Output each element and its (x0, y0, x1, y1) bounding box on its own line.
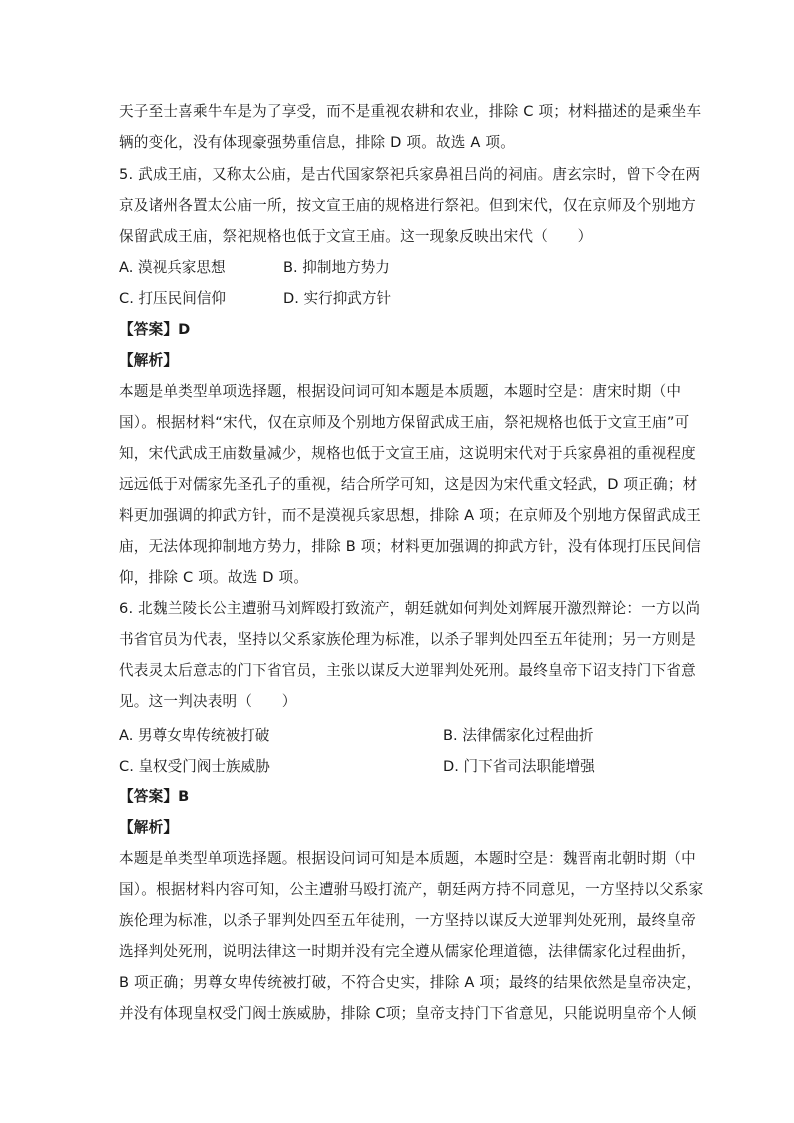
question-6-option-d: D. 门下省司法职能增强 (443, 758, 595, 775)
question-6-analysis: 国）。根据材料内容可知，公主遭驸马殴打流产，朝廷两方持不同意见，一方坚持以父系家 (119, 881, 704, 898)
question-6-option-c: C. 皇权受门阀士族威胁 (119, 758, 270, 775)
question-6-stem: 6. 北魏兰陵长公主遭驸马刘辉殴打致流产，朝廷就如何判处刘辉展开激烈辩论：一方以尚 (119, 600, 701, 617)
question-6-analysis-heading: 【解析】 (119, 819, 179, 836)
question-5-answer: 【答案】D (119, 321, 191, 338)
question-5-analysis: 庙，无法体现抑制地方势力，排除 B 项；材料更加强调的抑武方针，没有体现打压民间信 (119, 538, 702, 555)
question-6-stem: 代表灵太后意志的门下省官员，主张以谋反大逆罪判处死刑。最终皇帝下诏支持门下省意 (119, 662, 696, 679)
question-5-option-a: A. 漠视兵家思想 (119, 259, 226, 276)
question-5-analysis-heading: 【解析】 (119, 352, 179, 369)
text-line: 天子至士喜乘牛车是为了享受，而不是重视农耕和农业，排除 C 项；材料描述的是乘坐车 (119, 103, 702, 120)
question-6-option-a: A. 男尊女卑传统被打破 (119, 727, 270, 744)
question-6-option-b: B. 法律儒家化过程曲折 (443, 727, 594, 744)
question-5-stem: 保留武成王庙，祭祀规格也低于文宣王庙。这一现象反映出宋代（ ） (119, 228, 593, 245)
question-6-analysis: 并没有体现皇权受门阀士族威胁，排除 C项；皇帝支持门下省意见，只能说明皇帝个人倾 (119, 1005, 697, 1022)
question-6-stem: 书省官员为代表，坚持以父系家族伦理为标准，以杀子罪判处四至五年徒刑；另一方则是 (119, 631, 696, 648)
question-6-analysis: 本题是单类型单项选择题。根据设问词可知是本质题，本题时空是：魏晋南北朝时期（中 (119, 850, 696, 867)
question-5-analysis: 本题是单类型单项选择题，根据设问词可知本题是本质题，本题时空是：唐宋时期（中 (119, 383, 682, 400)
question-6-analysis: 选择判处死刑，说明法律这一时期并没有完全遵从儒家伦理道德，法律儒家化过程曲折， (119, 943, 696, 960)
question-5-stem: 5. 武成王庙，又称太公庙，是古代国家祭祀兵家鼻祖吕尚的祠庙。唐玄宗时，曾下令在两 (119, 166, 701, 183)
question-6-stem: 见。这一判决表明（ ） (119, 693, 297, 710)
question-5-option-b: B. 抑制地方势力 (283, 259, 390, 276)
question-6-answer: 【答案】B (119, 788, 190, 805)
question-5-analysis: 国）。根据材料“宋代，仅在京师及个别地方保留武成王庙，祭祀规格也低于文宣王庙”可 (119, 414, 690, 431)
question-5-analysis: 知，宋代武成王庙数量减少，规格也低于文宣王庙，这说明宋代对于兵家鼻祖的重视程度 (119, 445, 696, 462)
question-5-analysis: 料更加强调的抑武方针，而不是漠视兵家思想，排除 A 项；在京师及个别地方保留武成王 (119, 507, 702, 524)
question-5-option-c: C. 打压民间信仰 (119, 290, 227, 307)
text-line: 辆的变化，没有体现豪强势重信息，排除 D 项。故选 A 项。 (119, 134, 516, 151)
question-5-stem: 京及诸州各置太公庙一所，按文宣王庙的规格进行祭祀。但到宋代，仅在京师及个别地方 (119, 197, 696, 214)
question-5-analysis: 远远低于对儒家先圣孔子的重视，结合所学可知，这是因为宋代重文轻武，D 项正确；材 (119, 476, 698, 493)
question-6-analysis: 族伦理为标准，以杀子罪判处四至五年徒刑，一方坚持以谋反大逆罪判处死刑，最终皇帝 (119, 912, 696, 929)
question-6-analysis: B 项正确；男尊女卑传统被打破，不符合史实，排除 A 项；最终的结果依然是皇帝决定， (119, 974, 702, 991)
question-5-option-d: D. 实行抑武方针 (283, 290, 392, 307)
question-5-analysis: 仰，排除 C 项。故选 D 项。 (119, 569, 309, 586)
